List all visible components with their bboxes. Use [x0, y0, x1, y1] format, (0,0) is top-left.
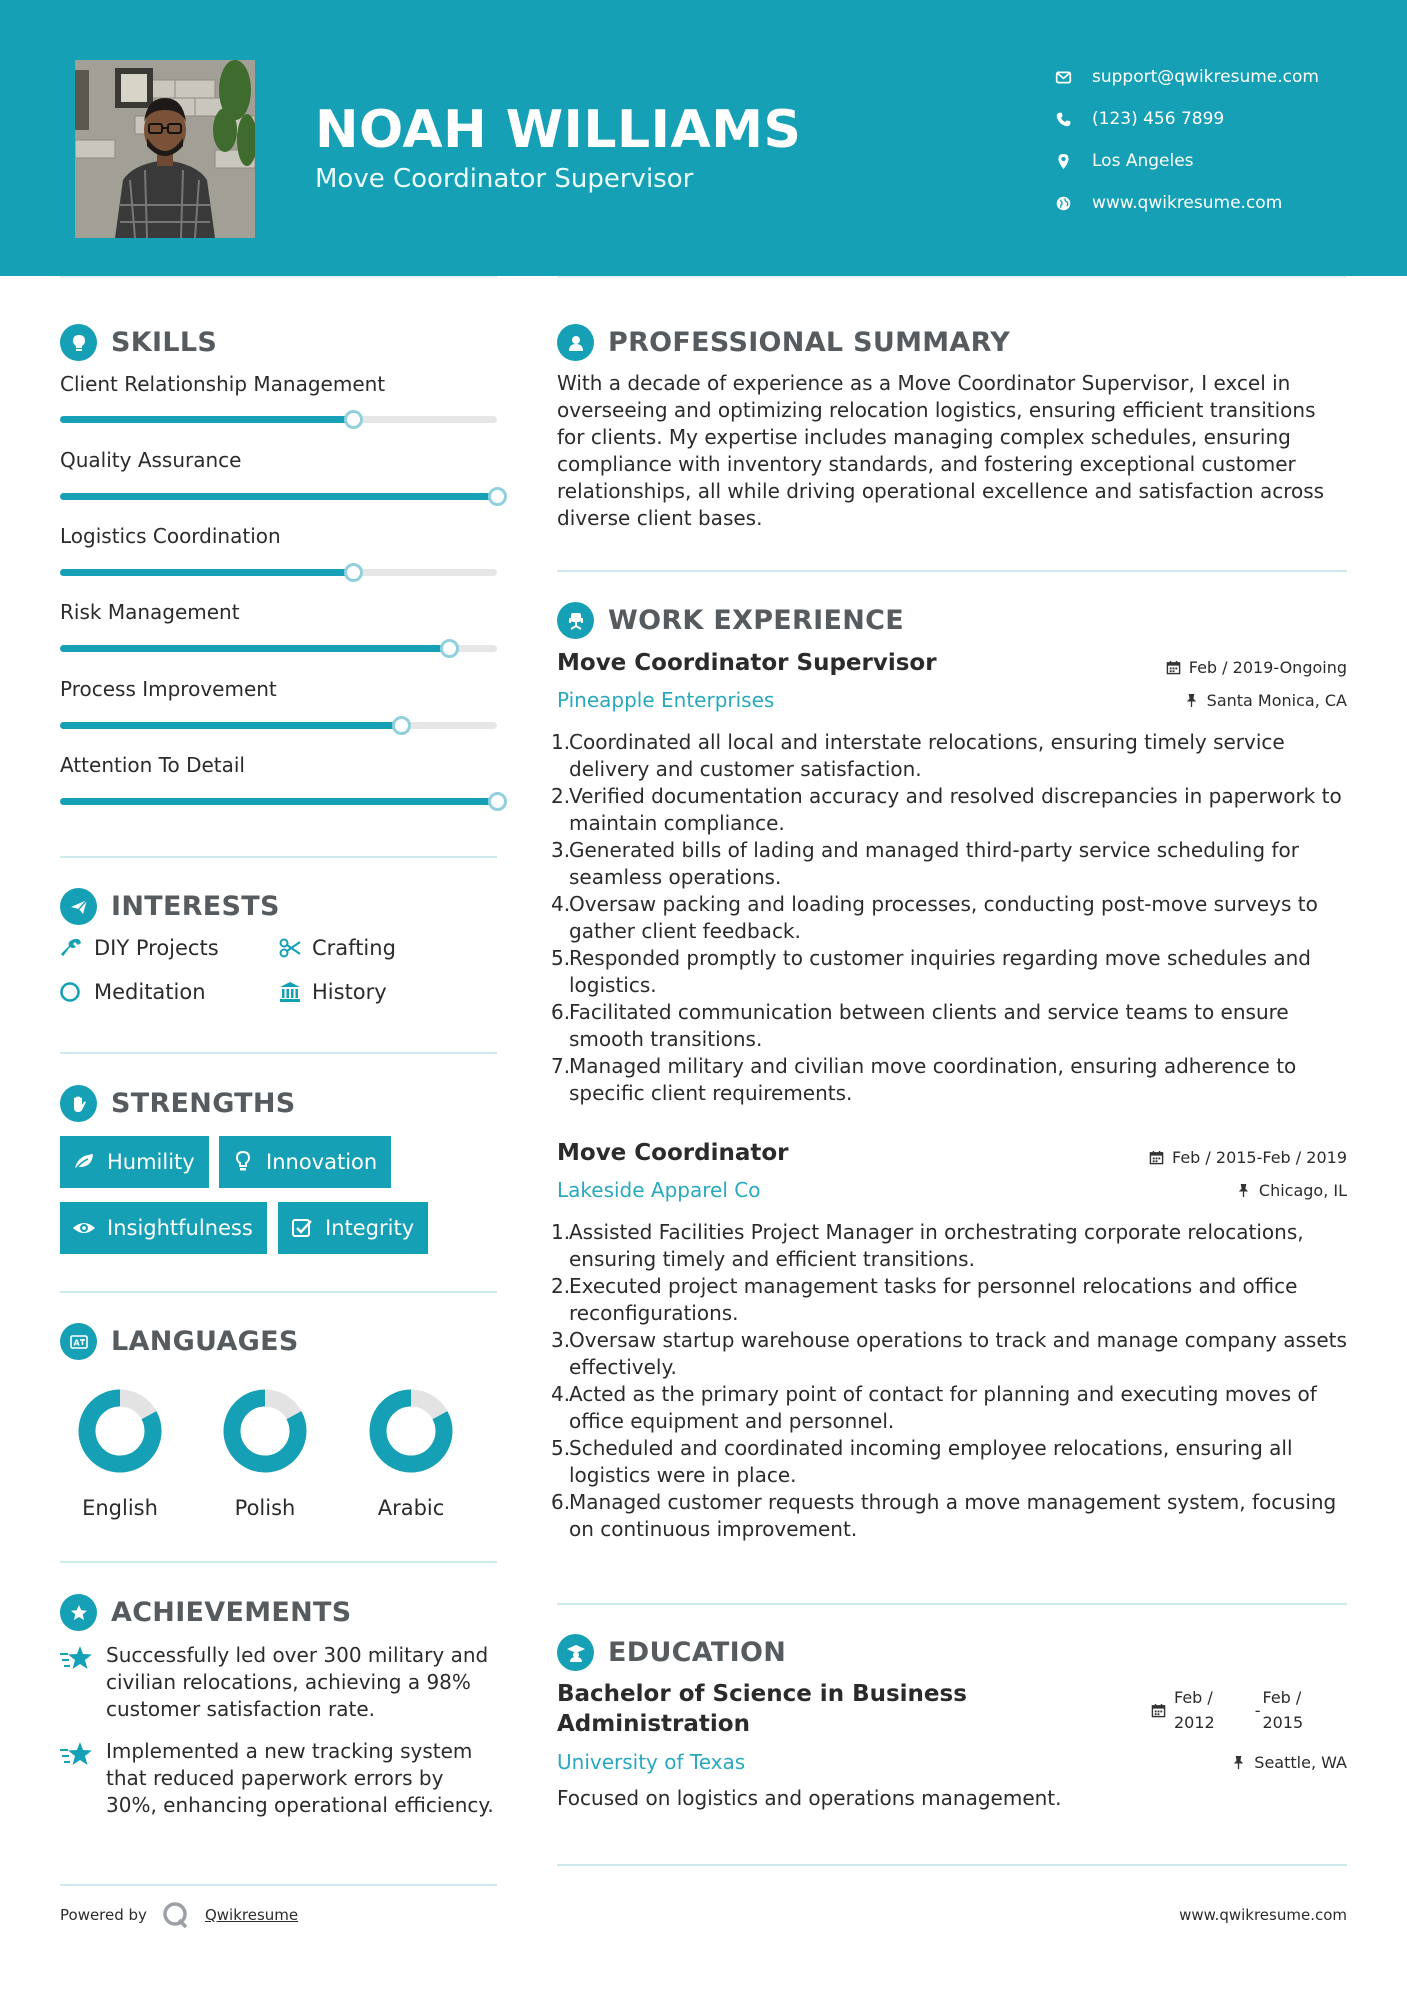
calendar-icon [1166, 660, 1181, 675]
map-pin-icon [1055, 153, 1072, 170]
job-bullet [551, 1489, 1352, 1543]
skill-bar-knob [392, 716, 411, 735]
skill-bar [60, 798, 497, 805]
bullet-text: Assisted Facilities Project Manager in orchestrating corporate relocations, ensuring timely and efficient transitions. [569, 1220, 1304, 1271]
phone-icon [1055, 111, 1072, 128]
candidate-role: Move Coordinator Supervisor [315, 164, 694, 194]
skill-bar-fill [60, 722, 401, 729]
school-name: University of Texas [557, 1750, 746, 1774]
language-ring [73, 1384, 167, 1478]
contact-list [1055, 56, 1385, 224]
job-location [1184, 691, 1347, 710]
footer-website[interactable]: www.qwikresume.com [1179, 1906, 1347, 1924]
section-divider [557, 570, 1347, 572]
strength-tag [278, 1202, 428, 1254]
interest-label: DIY Projects [94, 936, 219, 960]
bullet-number: 2. [551, 784, 571, 808]
summary-title: PROFESSIONAL SUMMARY [608, 327, 1011, 358]
paper-plane-icon [60, 888, 97, 925]
calendar-icon [1151, 1703, 1166, 1718]
section-divider [60, 1052, 497, 1054]
skill-bar-knob [344, 410, 363, 429]
skills-heading [60, 324, 217, 361]
bullet-text: Managed military and civilian move coordination, ensuring adherence to specific client requirements. [569, 1054, 1297, 1105]
header-divider-left [60, 276, 497, 278]
translate-icon [60, 1323, 97, 1360]
job-bullets [551, 729, 1352, 1107]
bullet-text: Executed project management tasks for personnel relocations and office reconfigurations. [569, 1274, 1298, 1325]
education-end-year: 2015 [1262, 1713, 1304, 1732]
education-end-month: Feb / [1262, 1688, 1302, 1707]
language-name: Polish [234, 1496, 296, 1520]
interests-title: INTERESTS [111, 891, 280, 922]
interest-item [278, 936, 396, 960]
language-name: English [82, 1496, 158, 1520]
contact-email-text: support@qwikresume.com [1092, 67, 1319, 87]
education-start [1174, 1685, 1215, 1735]
language-item [200, 1384, 330, 1520]
bullet-number: 4. [551, 892, 571, 916]
user-icon [557, 324, 594, 361]
education-start-year: 2012 [1174, 1713, 1215, 1732]
job-bullet [551, 891, 1352, 945]
calendar-icon [1149, 1150, 1164, 1165]
job-bullet [551, 1053, 1352, 1107]
skill-bar-fill [60, 416, 353, 423]
star-badge-icon [60, 1594, 97, 1631]
contact-website-text: www.qwikresume.com [1092, 193, 1283, 213]
skill-bar-knob [440, 639, 459, 658]
skill-label: Process Improvement [60, 677, 277, 701]
skill-bar-fill [60, 798, 497, 805]
languages-heading [60, 1323, 299, 1360]
bullet-text: Managed customer requests through a move management system, focusing on continuous improvement. [569, 1490, 1337, 1541]
strengths-title: STRENGTHS [111, 1088, 296, 1119]
job-title: Move Coordinator [557, 1140, 789, 1166]
job-dates-text: Feb / 2015-Feb / 2019 [1172, 1148, 1347, 1167]
achievement-item [60, 1642, 500, 1723]
skill-bar-knob [488, 792, 507, 811]
company-name: Lakeside Apparel Co [557, 1178, 761, 1202]
job-dates [1166, 658, 1347, 677]
skill-bar [60, 569, 497, 576]
interest-label: History [312, 980, 387, 1004]
education-heading [557, 1634, 786, 1671]
bullet-text: Oversaw packing and loading processes, conducting post-move surveys to gather client feedback. [569, 892, 1318, 943]
achievements-title: ACHIEVEMENTS [111, 1597, 352, 1628]
bullet-number: 7. [551, 1054, 571, 1078]
education-location-text: Seattle, WA [1254, 1753, 1347, 1772]
skill-label: Logistics Coordination [60, 524, 281, 548]
skill-bar-knob [344, 563, 363, 582]
achievement-text: Implemented a new tracking system that reduced paperwork errors by 30%, enhancing operational efficiency. [106, 1739, 494, 1817]
education-title: EDUCATION [608, 1637, 787, 1668]
interest-label: Meditation [94, 980, 206, 1004]
candidate-name: NOAH WILLIAMS [315, 100, 802, 160]
job-bullet [551, 1381, 1352, 1435]
contact-email[interactable] [1055, 56, 1385, 98]
star-icon [60, 1740, 94, 1770]
bullet-number: 5. [551, 1436, 571, 1460]
job-bullet [551, 1273, 1352, 1327]
job-bullet [551, 1435, 1352, 1489]
bullet-number: 6. [551, 1490, 571, 1514]
job-dates-text: Feb / 2019-Ongoing [1188, 658, 1347, 677]
bullet-text: Responded promptly to customer inquiries regarding move schedules and logistics. [569, 946, 1312, 997]
lightbulb-icon [60, 324, 97, 361]
language-item [346, 1384, 476, 1520]
job-bullets [551, 1219, 1352, 1543]
svg-text:A: A [73, 1338, 80, 1347]
contact-location-text: Los Angeles [1092, 151, 1194, 171]
qwikresume-logo-icon [161, 1900, 191, 1930]
checkbox-icon [290, 1216, 314, 1240]
section-divider [60, 1291, 497, 1293]
skill-bar [60, 645, 497, 652]
education-start-month: Feb / [1174, 1688, 1213, 1707]
achievements-heading [60, 1594, 352, 1631]
strength-tag [60, 1136, 209, 1188]
section-divider [60, 1884, 497, 1886]
skill-bar-fill [60, 493, 497, 500]
pushpin-icon [1231, 1755, 1246, 1770]
pushpin-icon [1184, 693, 1199, 708]
job-bullet [551, 1327, 1352, 1381]
interest-item [278, 980, 387, 1004]
job-bullet [551, 783, 1352, 837]
skill-bar-fill [60, 569, 353, 576]
resume-header [0, 0, 1407, 276]
bullet-text: Oversaw startup warehouse operations to track and manage company assets effectively. [569, 1328, 1347, 1379]
language-ring [218, 1384, 312, 1478]
skill-bar [60, 722, 497, 729]
education-date-separator: - [1254, 1700, 1261, 1720]
experience-heading [557, 602, 904, 639]
company-name: Pineapple Enterprises [557, 688, 775, 712]
pushpin-icon [1236, 1183, 1251, 1198]
bullet-number: 1. [551, 1220, 571, 1244]
job-bullet [551, 1219, 1352, 1273]
bullet-number: 2. [551, 1274, 571, 1298]
bullet-text: Scheduled and coordinated incoming employee relocations, ensuring all logistics were in place. [569, 1436, 1293, 1487]
bullet-number: 3. [551, 838, 571, 862]
bullet-text: Coordinated all local and interstate relocations, ensuring timely service delivery and customer satisfaction. [569, 730, 1285, 781]
profile-photo-image [75, 60, 255, 238]
experience-title: WORK EXPERIENCE [608, 605, 904, 636]
job-bullet [551, 729, 1352, 783]
degree-line-2: Administration [557, 1711, 750, 1737]
strengths-heading [60, 1085, 296, 1122]
bullet-text: Generated bills of lading and managed third-party service scheduling for seamless operations. [569, 838, 1299, 889]
skill-bar-knob [488, 487, 507, 506]
circle-icon [60, 980, 84, 1004]
section-divider [60, 1561, 497, 1563]
section-divider [557, 1603, 1347, 1605]
leaf-icon [72, 1150, 96, 1174]
footer-powered-by [60, 1900, 298, 1930]
bullet-number: 4. [551, 1382, 571, 1406]
strength-tag [60, 1202, 267, 1254]
strength-label: Humility [107, 1150, 195, 1174]
education-location [1231, 1753, 1347, 1772]
job-location [1236, 1181, 1347, 1200]
bullet-text: Verified documentation accuracy and resolved discrepancies in paperwork to maintain compliance. [569, 784, 1342, 835]
language-item [55, 1384, 185, 1520]
contact-phone[interactable] [1055, 98, 1385, 140]
skills-title: SKILLS [111, 327, 218, 358]
bullet-number: 1. [551, 730, 571, 754]
skill-label: Risk Management [60, 600, 240, 624]
degree-line-1: Bachelor of Science in Business [557, 1681, 967, 1707]
eye-icon [72, 1216, 96, 1240]
skill-bar-fill [60, 645, 449, 652]
education-end [1263, 1685, 1304, 1735]
skill-label: Quality Assurance [60, 448, 242, 472]
section-divider [60, 856, 497, 858]
graduate-icon [557, 1634, 594, 1671]
museum-icon [278, 980, 302, 1004]
hand-icon [60, 1085, 97, 1122]
bullet-text: Facilitated communication between clients and service teams to ensure smooth transitions. [569, 1000, 1289, 1051]
job-title: Move Coordinator Supervisor [557, 650, 937, 676]
bullet-text: Acted as the primary point of contact for planning and executing moves of office equipment and personnel. [569, 1382, 1317, 1433]
bullet-number: 5. [551, 946, 571, 970]
summary-text: With a decade of experience as a Move Coordinator Supervisor, I excel in overseeing and optimizing relocation logistics, ensuring efficient transitions for clients. My expertise includes managing complex schedules, ensuring compliance with inventory standards, and fostering exceptional customer relationships, all while driving operational excellence and satisfaction across diverse client bases. [557, 371, 1325, 530]
skill-bar [60, 416, 497, 423]
section-divider [557, 1864, 1347, 1866]
bullet-number: 3. [551, 1328, 571, 1352]
powered-by-label: Powered by [60, 1906, 147, 1924]
header-divider-right [557, 276, 1347, 278]
envelope-icon [1055, 69, 1072, 86]
lightbulb-icon [231, 1150, 255, 1174]
strength-tag [219, 1136, 391, 1188]
language-ring [364, 1384, 458, 1478]
education-description: Focused on logistics and operations management. [557, 1786, 1062, 1810]
qwikresume-link[interactable]: Qwikresume [204, 1906, 299, 1924]
skill-label: Attention To Detail [60, 753, 245, 777]
achievement-text: Successfully led over 300 military and civilian relocations, achieving a 98% customer satisfaction rate. [106, 1643, 489, 1721]
contact-website[interactable] [1055, 182, 1385, 224]
contact-location [1055, 140, 1385, 182]
interest-item [60, 936, 219, 960]
language-name: Arabic [377, 1496, 445, 1520]
bullet-number: 6. [551, 1000, 571, 1024]
summary-heading [557, 324, 1010, 361]
job-location-text: Santa Monica, CA [1206, 691, 1347, 710]
job-bullet [551, 945, 1352, 999]
office-chair-icon [557, 602, 594, 639]
skill-bar [60, 493, 497, 500]
scissors-icon [278, 936, 302, 960]
job-bullet [551, 999, 1352, 1053]
job-bullet [551, 837, 1352, 891]
profile-photo [75, 60, 255, 238]
strength-label: Integrity [325, 1216, 415, 1240]
strength-label: Insightfulness [107, 1216, 253, 1240]
achievement-item [60, 1738, 500, 1819]
job-location-text: Chicago, IL [1258, 1181, 1347, 1200]
skill-label: Client Relationship Management [60, 372, 386, 396]
interest-label: Crafting [312, 936, 396, 960]
languages-title: LANGUAGES [111, 1326, 299, 1357]
contact-phone-text: (123) 456 7899 [1092, 109, 1225, 129]
globe-icon [1055, 195, 1072, 212]
wrench-icon [60, 936, 84, 960]
star-icon [60, 1644, 94, 1674]
interest-item [60, 980, 206, 1004]
education-dates [1151, 1685, 1303, 1735]
strength-label: Innovation [266, 1150, 378, 1174]
interests-heading [60, 888, 280, 925]
job-dates [1149, 1148, 1347, 1167]
